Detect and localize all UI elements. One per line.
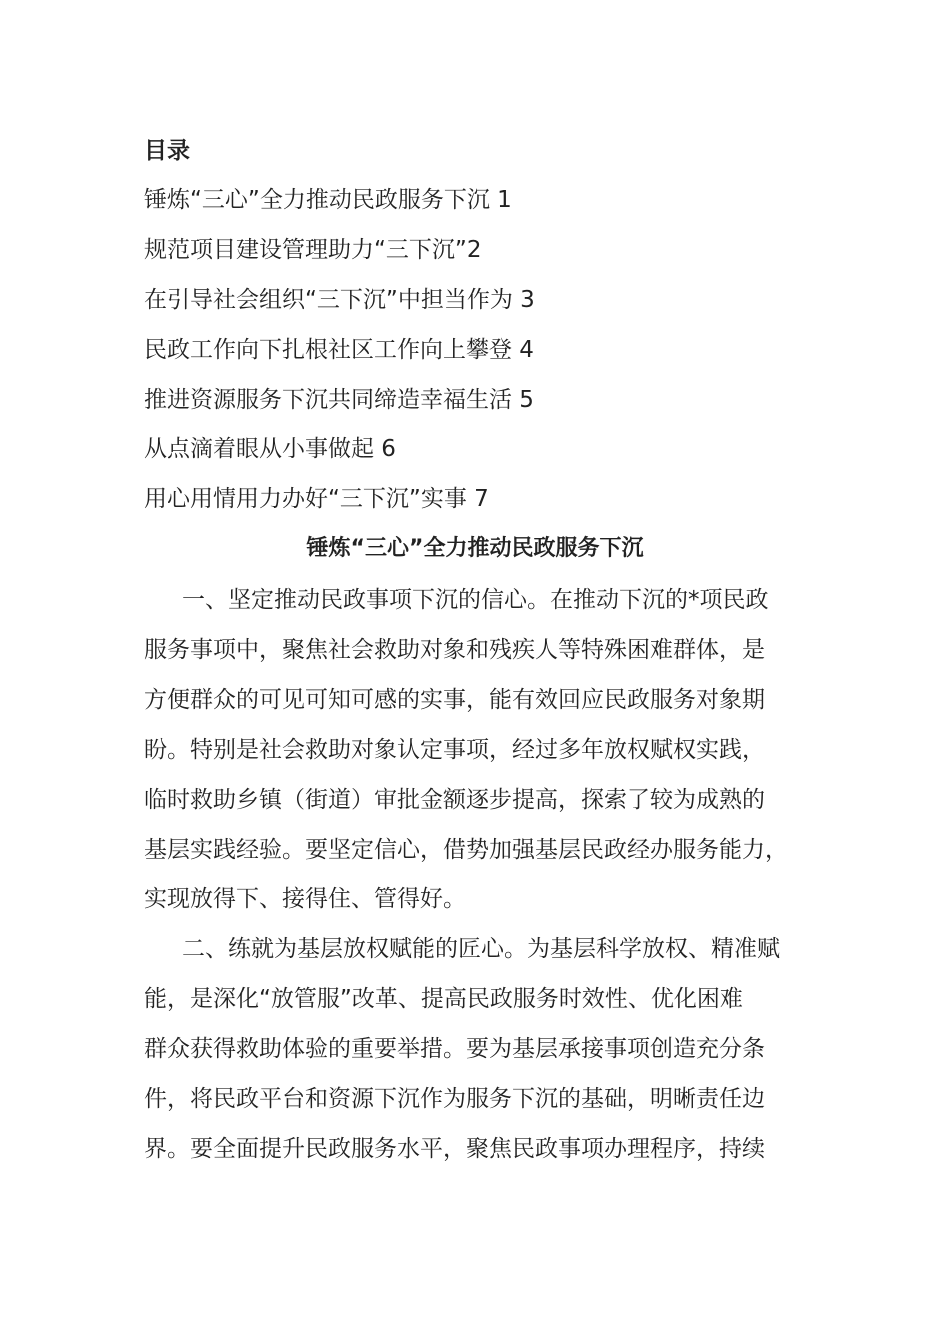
paragraph-line: 服务事项中，聚焦社会救助对象和残疾人等特殊困难群体，是	[144, 637, 765, 663]
toc-item[interactable]: 从点滴着眼从小事做起 6	[144, 436, 396, 462]
paragraph-line: 件，将民政平台和资源下沉作为服务下沉的基础，明晰责任边	[144, 1086, 765, 1112]
toc-item[interactable]: 在引导社会组织“三下沉”中担当作为 3	[144, 287, 535, 313]
paragraph-line: 实现放得下、接得住、管得好。	[144, 886, 466, 912]
toc-item[interactable]: 用心用情用力办好“三下沉”实事 7	[144, 486, 489, 512]
paragraph-line: 一、坚定推动民政事项下沉的信心。在推动下沉的*项民政	[182, 587, 769, 613]
paragraph-line: 二、练就为基层放权赋能的匠心。为基层科学放权、精准赋	[182, 936, 780, 962]
toc-item[interactable]: 规范项目建设管理助力“三下沉”2	[144, 237, 482, 263]
paragraph-line: 能，是深化“放管服”改革、提高民政服务时效性、优化困难	[144, 986, 743, 1012]
toc-item[interactable]: 推进资源服务下沉共同缔造幸福生活 5	[144, 387, 534, 413]
toc-heading: 目录	[144, 138, 190, 164]
toc-item[interactable]: 民政工作向下扎根社区工作向上攀登 4	[144, 337, 534, 363]
article-title: 锤炼“三心”全力推动民政服务下沉	[306, 536, 644, 561]
paragraph-line: 界。要全面提升民政服务水平，聚焦民政事项办理程序，持续	[144, 1136, 765, 1162]
paragraph-line: 基层实践经验。要坚定信心，借势加强基层民政经办服务能力，	[144, 837, 788, 863]
toc-item[interactable]: 锤炼“三心”全力推动民政服务下沉 1	[144, 187, 512, 213]
paragraph-line: 临时救助乡镇（街道）审批金额逐步提高，探索了较为成熟的	[144, 787, 765, 813]
paragraph-line: 盼。特别是社会救助对象认定事项，经过多年放权赋权实践，	[144, 737, 765, 763]
paragraph-line: 群众获得救助体验的重要举措。要为基层承接事项创造充分条	[144, 1036, 765, 1062]
paragraph-line: 方便群众的可见可知可感的实事，能有效回应民政服务对象期	[144, 687, 765, 713]
